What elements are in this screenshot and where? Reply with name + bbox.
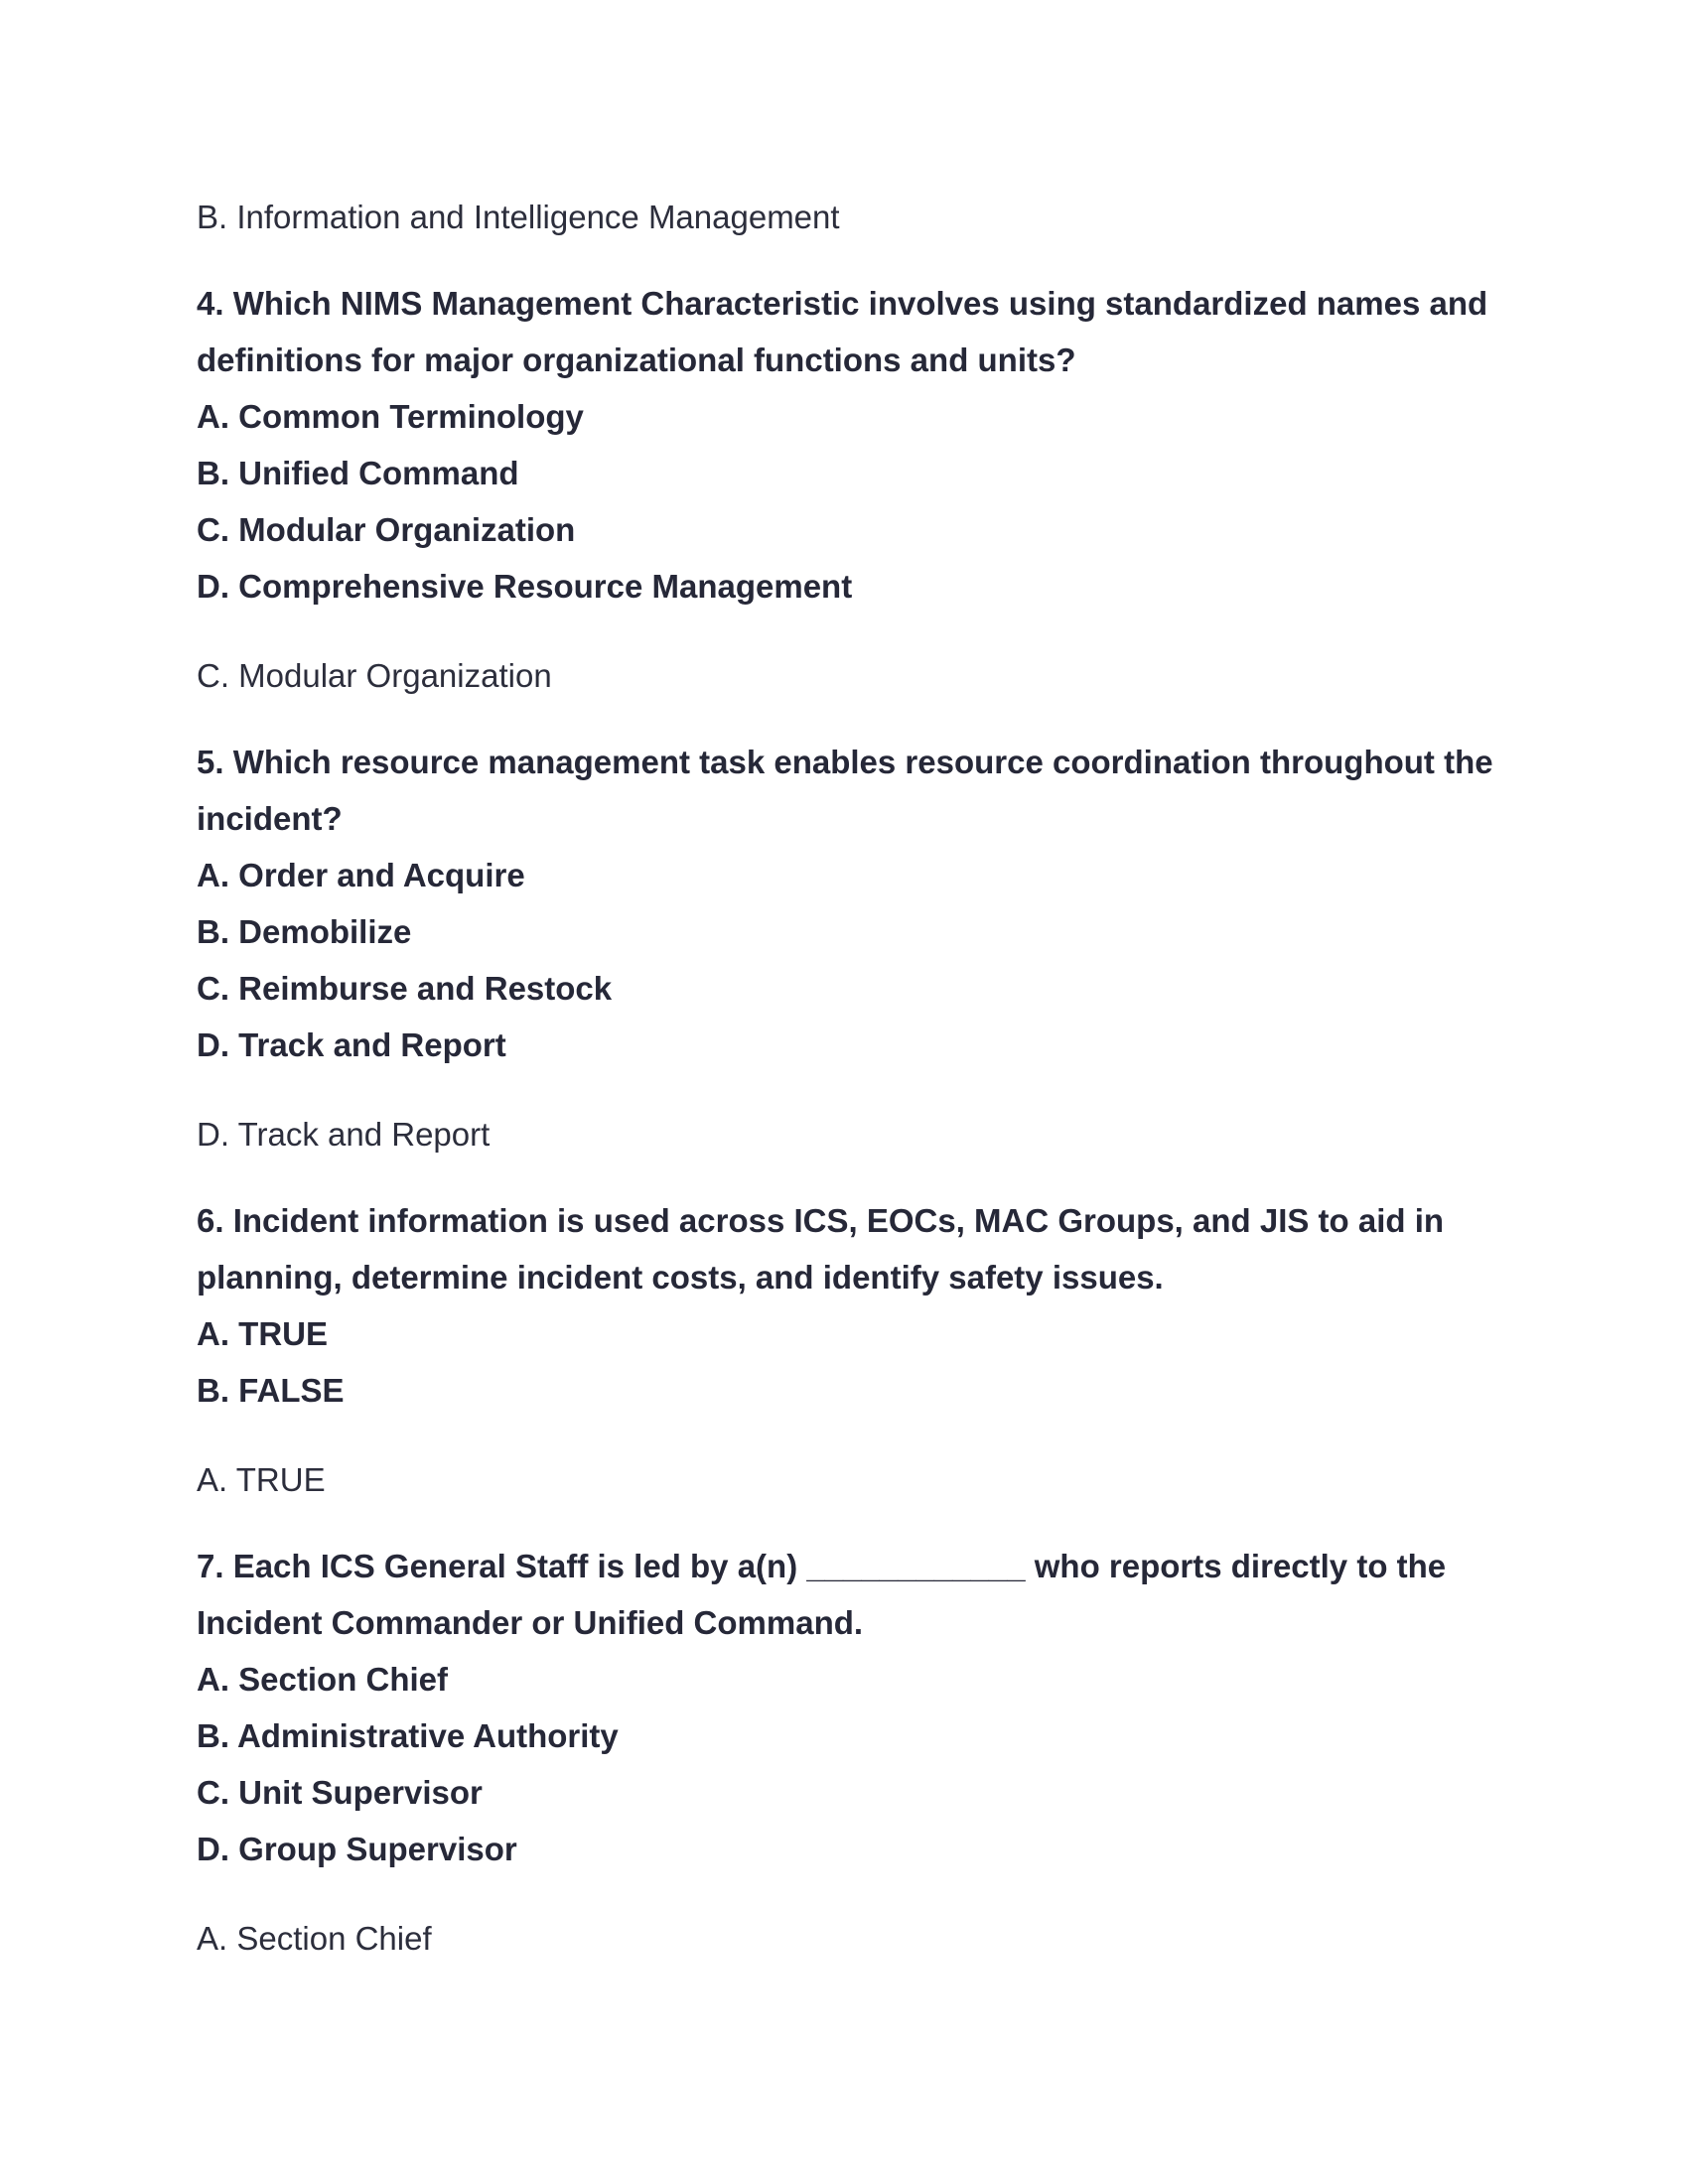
answer-text: A. TRUE <box>197 1461 326 1498</box>
option-item: B. Unified Command <box>197 455 519 491</box>
option-item: C. Modular Organization <box>197 511 576 548</box>
answer-text: D. Track and Report <box>197 1116 491 1153</box>
document-page <box>197 189 1507 1967</box>
option-item: B. Demobilize <box>197 913 412 950</box>
question-block-7 <box>197 1538 1507 1967</box>
option-item: C. Reimburse and Restock <box>197 970 613 1007</box>
answer-text: A. Section Chief <box>197 1920 432 1957</box>
answer-text: C. Modular Organization <box>197 657 552 694</box>
option-item: A. Common Terminology <box>197 398 584 435</box>
option-item: A. Section Chief <box>197 1661 449 1698</box>
question-block-4 <box>197 275 1507 704</box>
option-item: D. Group Supervisor <box>197 1831 517 1867</box>
option-item: A. Order and Acquire <box>197 857 525 893</box>
option-item: B. Administrative Authority <box>197 1717 619 1754</box>
question-block-5 <box>197 734 1507 1162</box>
question-text: 4. Which NIMS Management Characteristic involves using standardized names and definitions for major organizational functions and units? <box>197 285 1488 378</box>
option-item: D. Comprehensive Resource Management <box>197 568 853 605</box>
question-text: 7. Each ICS General Staff is led by a(n) ____________ who reports directly to the Incident Commander or Unified Command. <box>197 1548 1447 1641</box>
previous-answer: B. Information and Intelligence Management <box>197 199 840 235</box>
question-text: 5. Which resource management task enables resource coordination throughout the incident? <box>197 744 1493 837</box>
question-text: 6. Incident information is used across ICS, EOCs, MAC Groups, and JIS to aid in planning, determine incident costs, and identify safety issues. <box>197 1202 1445 1296</box>
option-item: D. Track and Report <box>197 1026 506 1063</box>
option-item: A. TRUE <box>197 1315 328 1352</box>
question-block-6 <box>197 1192 1507 1508</box>
option-item: B. FALSE <box>197 1372 345 1409</box>
option-item: C. Unit Supervisor <box>197 1774 483 1811</box>
